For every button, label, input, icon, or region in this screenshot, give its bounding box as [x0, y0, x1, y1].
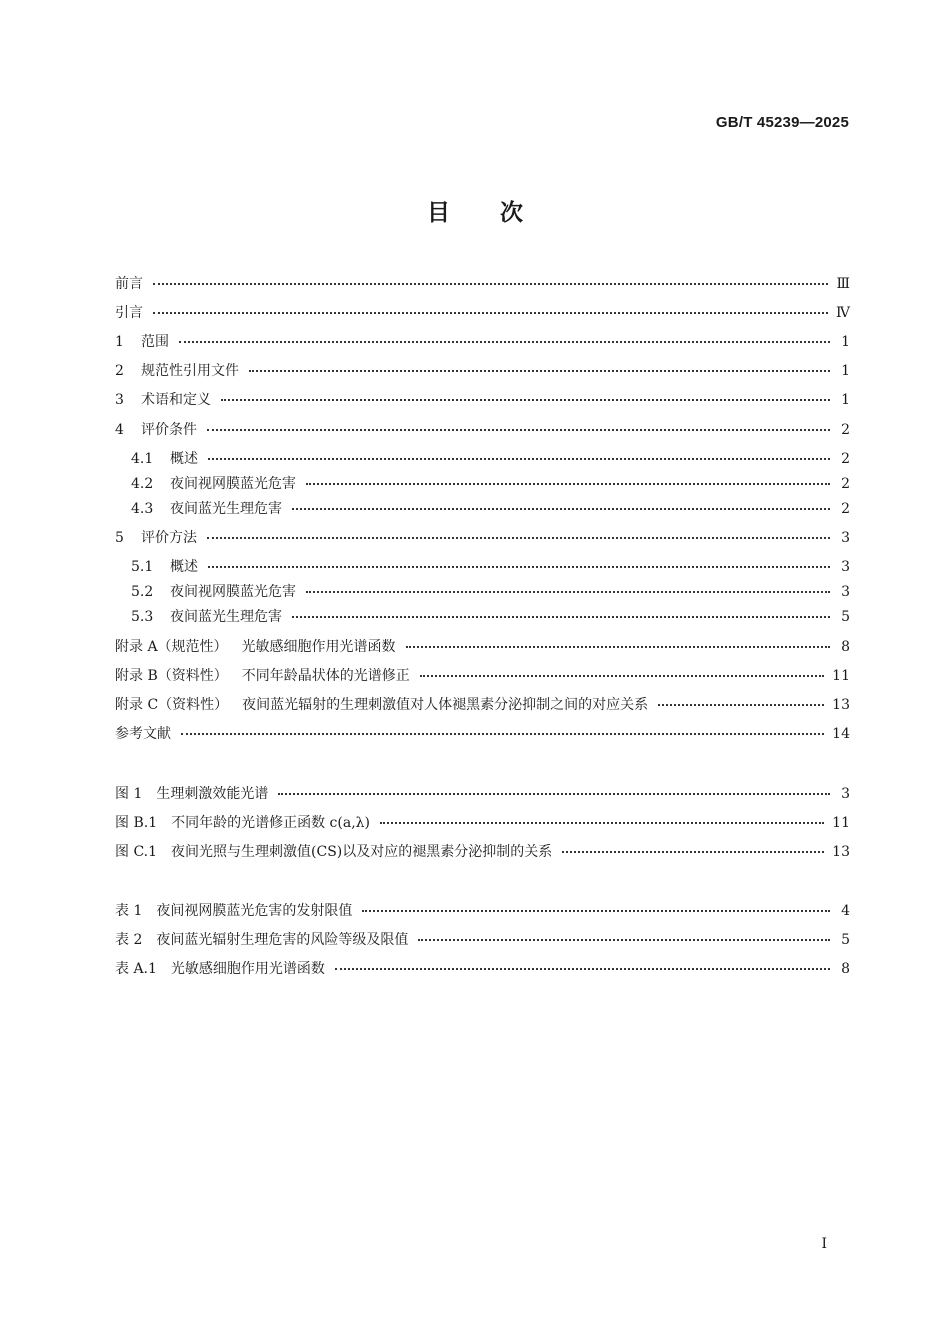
- leader-dots: [380, 822, 824, 824]
- table-entry-1[interactable]: [115, 901, 850, 921]
- toc-entry-section-5-3[interactable]: [131, 607, 850, 627]
- toc-entry-number: 5: [115, 530, 124, 546]
- toc-entry-number: 4.1: [131, 451, 154, 467]
- figure-page: 3: [841, 786, 850, 802]
- table-number: 表 A.1: [115, 961, 157, 977]
- leader-dots: [335, 968, 830, 970]
- standard-number: GB/T 45239—2025: [715, 114, 849, 131]
- leader-dots: [208, 458, 830, 460]
- toc-entry-page: 5: [841, 609, 850, 625]
- page-number: I: [821, 1236, 827, 1252]
- toc-entry-page: 2: [841, 451, 850, 467]
- toc-entry-title: 夜间蓝光生理危害: [170, 501, 282, 517]
- figure-number: 图 C.1: [115, 844, 158, 860]
- leader-dots: [562, 851, 824, 853]
- leader-dots: [658, 704, 824, 706]
- toc-entry-title: 光敏感细胞作用光谱函数: [241, 639, 396, 655]
- leader-dots: [418, 939, 830, 941]
- toc-entry-number: 附录 A（规范性）: [115, 639, 228, 655]
- leader-dots: [292, 616, 830, 618]
- toc-entry-annex-c[interactable]: [115, 695, 850, 715]
- toc-entry-annex-a[interactable]: [115, 637, 850, 657]
- toc-entry-page: 3: [841, 559, 850, 575]
- toc-entry-title: 前言: [115, 276, 143, 292]
- toc-entry-page: Ⅳ: [836, 305, 850, 321]
- table-number: 表 1: [115, 903, 143, 919]
- toc-entry-number: 附录 C（资料性）: [115, 697, 229, 713]
- toc-entry-title: 评价方法: [141, 530, 197, 546]
- leader-dots: [221, 399, 830, 401]
- toc-entry-section-5-1[interactable]: [131, 557, 850, 577]
- toc-entry-foreword[interactable]: [115, 274, 850, 294]
- toc-entry-section-4[interactable]: [115, 420, 850, 440]
- toc-entry-introduction[interactable]: [115, 303, 850, 323]
- table-entry-a1[interactable]: [115, 959, 850, 979]
- table-title: 夜间蓝光辐射生理危害的风险等级及限值: [156, 932, 409, 948]
- toc-entry-title: 夜间视网膜蓝光危害: [170, 476, 296, 492]
- leader-dots: [208, 566, 830, 568]
- figure-title: 不同年龄的光谱修正函数 c(a,λ): [171, 815, 370, 831]
- toc-entry-number: 2: [115, 363, 124, 379]
- toc-entry-page: 8: [841, 639, 850, 655]
- leader-dots: [181, 733, 824, 735]
- figure-title: 夜间光照与生理刺激值(CS)以及对应的褪黑素分泌抑制的关系: [171, 844, 553, 860]
- toc-entry-section-3[interactable]: [115, 390, 850, 410]
- leader-dots: [153, 283, 828, 285]
- toc-entry-title: 规范性引用文件: [141, 363, 239, 379]
- figure-entry-b1[interactable]: [115, 813, 850, 833]
- table-page: 5: [841, 932, 850, 948]
- toc-entry-section-4-2[interactable]: [131, 474, 850, 494]
- figure-page: 13: [832, 844, 850, 860]
- leader-dots: [292, 508, 830, 510]
- toc-entry-page: 2: [841, 476, 850, 492]
- leader-dots: [278, 793, 830, 795]
- table-number: 表 2: [115, 932, 143, 948]
- table-page: 8: [841, 961, 850, 977]
- figure-entry-1[interactable]: [115, 784, 850, 804]
- toc-entry-page: 1: [841, 363, 850, 379]
- table-entry-2[interactable]: [115, 930, 850, 950]
- toc-entry-number: 5.2: [131, 584, 154, 600]
- toc-entry-title: 概述: [170, 451, 198, 467]
- toc-entry-page: Ⅲ: [836, 276, 850, 292]
- toc-entry-bibliography[interactable]: [115, 724, 850, 744]
- toc-entry-section-4-1[interactable]: [131, 449, 850, 469]
- toc-entry-page: 13: [832, 697, 850, 713]
- toc-entry-page: 2: [841, 501, 850, 517]
- toc-entry-section-4-3[interactable]: [131, 499, 850, 519]
- toc-entry-title: 概述: [170, 559, 198, 575]
- toc-entry-title: 评价条件: [141, 422, 197, 438]
- figure-page: 11: [832, 815, 850, 831]
- toc-entry-annex-b[interactable]: [115, 666, 850, 686]
- leader-dots: [306, 591, 830, 593]
- leader-dots: [306, 483, 830, 485]
- toc-title: 目次: [427, 200, 573, 226]
- figure-number: 图 B.1: [115, 815, 158, 831]
- leader-dots: [249, 370, 830, 372]
- toc-entry-number: 4.3: [131, 501, 154, 517]
- toc-entry-page: 1: [841, 392, 850, 408]
- toc-entry-section-2[interactable]: [115, 361, 850, 381]
- toc-entry-number: 附录 B（资料性）: [115, 668, 228, 684]
- table-title: 夜间视网膜蓝光危害的发射限值: [156, 903, 353, 919]
- toc-entry-page: 3: [841, 530, 850, 546]
- figure-title: 生理刺激效能光谱: [156, 786, 269, 802]
- toc-entry-page: 14: [832, 726, 850, 742]
- toc-entry-page: 2: [841, 422, 850, 438]
- toc-entry-page: 11: [832, 668, 850, 684]
- toc-entry-number: 3: [115, 392, 124, 408]
- toc-entry-section-5-2[interactable]: [131, 582, 850, 602]
- figure-number: 图 1: [115, 786, 143, 802]
- leader-dots: [207, 537, 830, 539]
- toc-entry-title: 参考文献: [115, 726, 171, 742]
- toc-entry-section-5[interactable]: [115, 528, 850, 548]
- toc-entry-title: 术语和定义: [141, 392, 211, 408]
- table-page: 4: [841, 903, 850, 919]
- toc-entry-number: 4.2: [131, 476, 154, 492]
- toc-entry-title: 不同年龄晶状体的光谱修正: [241, 668, 410, 684]
- leader-dots: [420, 675, 824, 677]
- leader-dots: [406, 646, 830, 648]
- figure-entry-c1[interactable]: [115, 842, 850, 862]
- toc-entry-number: 4: [115, 422, 124, 438]
- toc-entry-page: 1: [841, 334, 850, 350]
- leader-dots: [179, 341, 830, 343]
- toc-entry-title: 夜间视网膜蓝光危害: [170, 584, 296, 600]
- toc-entry-title: 夜间蓝光辐射的生理刺激值对人体褪黑素分泌抑制之间的对应关系: [242, 697, 649, 713]
- leader-dots: [362, 910, 830, 912]
- toc-entry-page: 3: [841, 584, 850, 600]
- leader-dots: [153, 312, 828, 314]
- toc-entry-title: 范围: [141, 334, 169, 350]
- toc-entry-number: 5.3: [131, 609, 154, 625]
- table-title: 光敏感细胞作用光谱函数: [170, 961, 325, 977]
- toc-entry-title: 夜间蓝光生理危害: [170, 609, 282, 625]
- leader-dots: [207, 429, 830, 431]
- toc-entry-number: 5.1: [131, 559, 154, 575]
- toc-entry-title: 引言: [115, 305, 143, 321]
- toc-entry-number: 1: [115, 334, 124, 350]
- toc-entry-section-1[interactable]: [115, 332, 850, 352]
